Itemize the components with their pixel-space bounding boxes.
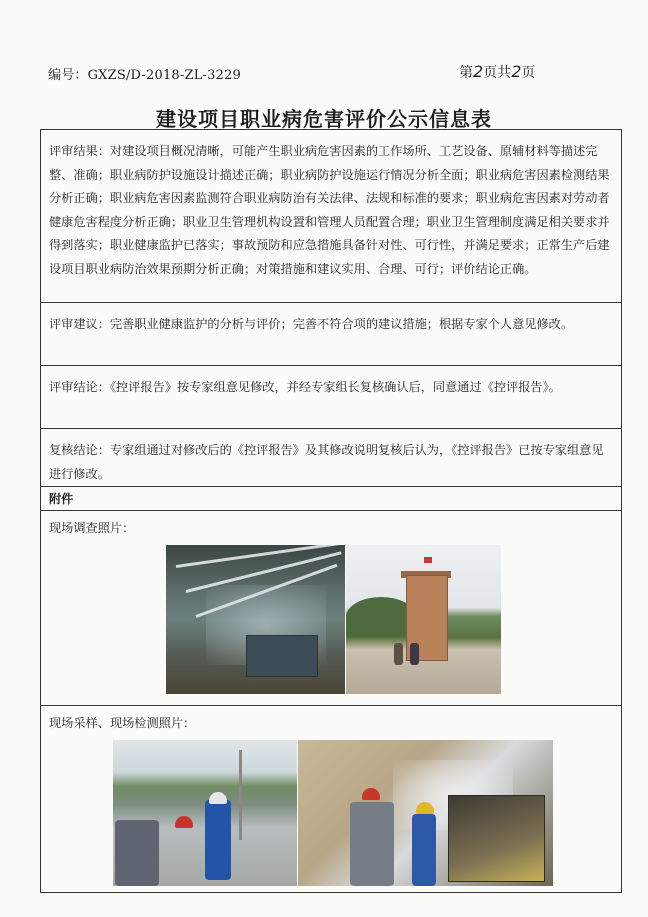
worker-helmet [209, 792, 227, 804]
attachment-label: 附件 [49, 492, 74, 506]
review-suggestion-cell [41, 303, 621, 366]
review-result-cell [41, 130, 621, 303]
factory-interior-photo [166, 545, 345, 694]
review-result-text: 评审结果：对建设项目概况清晰，可能产生职业病危害因素的工作场所、工艺设备、原辅材料等描述完整、准确；职业病防护设施设计描述正确；职业病防护设施运行情况分析全面；职业病危害因素检测结果分析正确；职业病危害因素监测符合职业病防治有关法律、法规和标准的要求；职业病危害因素对劳动者健康危害程度分析正确；职业卫生管理机构设置和管理人员配置合理；职业卫生管理制度满足相关要求并得到落实；职业健康监护已落实；事故预防和应急措施具备针对性、可行性，并满足要求；正常生产后建设项目职业病防治效果预期分析正确；对策措施和建议实用、合理、可行；评价结论正确。 [49, 144, 610, 276]
drilling-rig [448, 795, 545, 882]
person [410, 643, 419, 665]
page-total: 2 [511, 62, 522, 81]
page-middle: 页共 [483, 65, 512, 81]
quarry-drilling-photo [298, 740, 553, 886]
worker-red-helmet [175, 816, 193, 828]
recheck-conclusion-text: 复核结论：专家组通过对修改后的《控评报告》及其修改说明复核后认为，《控评报告》已按专家组意见进行修改。 [49, 443, 604, 481]
review-conclusion-text: 评审结论：《控评报告》按专家组意见修改，并经专家组长复核确认后，同意通过《控评报告》。 [49, 380, 561, 394]
recheck-conclusion-cell [41, 429, 621, 487]
outdoor-sampling-photo [113, 740, 297, 886]
red-helmet [362, 788, 380, 800]
person [394, 643, 403, 665]
machinery [246, 635, 318, 677]
review-conclusion-cell [41, 366, 621, 429]
page-current: 2 [473, 62, 484, 81]
review-suggestion-text: 评审建议：完善职业健康监护的分析与评价；完善不符合项的建议措施；根据专家个人意见修改。 [49, 317, 574, 331]
survey-photos-cell [41, 511, 621, 706]
page-title: 建设项目职业病危害评价公示信息表 [156, 107, 492, 131]
worker-blue-uniform [205, 800, 231, 880]
document-number: 编号：GXZS/D-2018-ZL-3229 [48, 68, 242, 83]
survey-photos-label: 现场调查照片： [49, 521, 135, 535]
info-table [40, 129, 622, 893]
gate-tower-photo [346, 545, 501, 694]
worker-grey-jacket [350, 802, 394, 886]
red-flag [424, 557, 432, 563]
pole [239, 750, 242, 840]
page-number [459, 62, 535, 82]
attachment-cell [41, 487, 621, 511]
sampling-photos-label: 现场采样、现场检测照片： [49, 716, 196, 730]
page-suffix: 页 [521, 65, 536, 81]
worker-grey-jacket [115, 820, 159, 886]
page-prefix: 第 [459, 65, 473, 81]
yellow-helmet [416, 802, 434, 814]
worker-blue-uniform [412, 814, 436, 886]
sampling-photos-cell [41, 706, 621, 894]
